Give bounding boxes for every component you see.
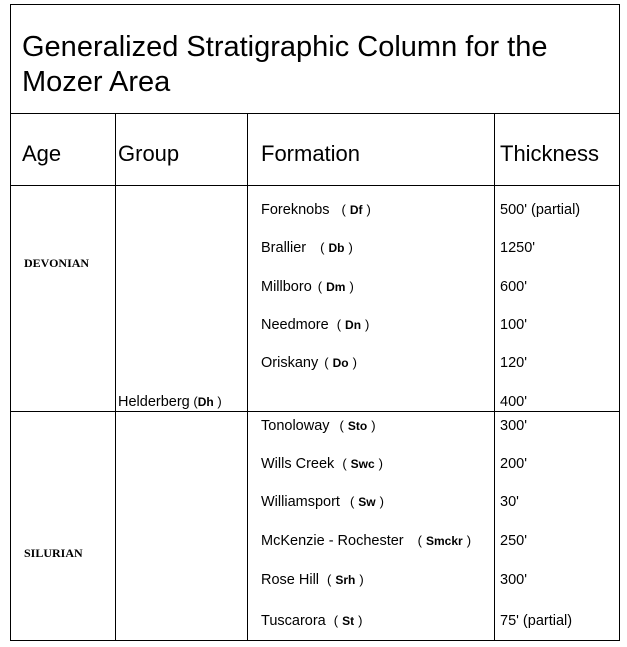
header-group: Group [118,141,180,166]
paren-close: ) [366,202,371,217]
paren-open: ( [317,279,323,294]
paren-open: ( [341,202,346,217]
paren-open: ( [189,394,198,409]
paren-open: ( [342,456,347,471]
formation-code: Srh [335,573,356,587]
thickness-cell: 1250' [500,240,536,256]
formation-code: Sto [347,419,368,433]
group-code: Dh [197,395,214,409]
formation-code: Swc [350,457,375,471]
formation-name: Tuscarora [261,613,326,629]
formation-name: McKenzie - Rochester [261,533,404,549]
formation-name: Brallier [261,240,307,256]
paren-open: ( [417,533,422,548]
thickness-cell: 250' [500,533,527,549]
column-divider-formation [494,113,495,641]
formation-cell [261,533,471,549]
thickness-cell: 200' [500,456,527,472]
formation-code: Dm [326,280,346,294]
thickness-cell: 300' [500,572,527,588]
formation-name: Needmore [261,317,329,333]
formation-code: Db [328,241,345,255]
formation-cell [261,202,371,218]
paren-close: ) [213,394,222,409]
column-divider-age [115,113,116,641]
formation-cell [261,418,376,434]
paren-open: ( [349,494,355,509]
formation-code: Df [349,203,363,217]
paren-close: ) [349,279,354,294]
paren-open: ( [324,355,329,370]
formation-cell [261,355,357,371]
group-cell [118,394,222,410]
paren-open: ( [320,240,325,255]
thickness-cell: 500' (partial) [500,202,581,218]
header-age: Age [22,141,62,166]
formation-name: Tonoloway [261,418,330,434]
thickness-cell: 75' (partial) [500,613,573,629]
formation-cell [261,456,383,472]
age-devonian: DEVONIAN [24,256,90,270]
thickness-cell: 400' [500,394,527,410]
period-divider [10,411,620,412]
paren-close: ) [378,456,384,471]
formation-cell [261,572,364,588]
formation-cell [261,317,369,333]
paren-close: ) [379,494,384,509]
paren-close: ) [352,355,357,370]
paren-open: ( [339,418,344,433]
header-thickness: Thickness [500,141,600,166]
header-formation: Formation [261,141,361,166]
paren-close: ) [358,613,363,628]
page-title: Generalized Stratigraphic Column for the Mozer Area [22,31,548,98]
paren-close: ) [466,533,472,548]
paren-close: ) [348,240,353,255]
formation-name: Oriskany [261,355,319,371]
formation-name: Rose Hill [261,572,320,588]
formation-code: Do [332,356,349,370]
formation-cell [261,240,353,256]
formation-code: Sw [358,495,376,509]
thickness-cell: 120' [500,355,527,371]
formation-name: Williamsport [261,494,340,510]
header-divider [10,185,620,186]
formation-code: Smckr [425,534,463,548]
title-divider [10,113,620,114]
paren-close: ) [359,572,364,587]
formation-name: Millboro [261,279,312,295]
age-silurian: SILURIAN [24,546,83,560]
formation-cell [261,279,354,295]
thickness-cell: 30' [500,494,519,510]
formation-cell [261,494,384,510]
paren-open: ( [327,572,332,587]
formation-name: Foreknobs [261,202,330,218]
formation-name: Wills Creek [261,456,335,472]
paren-open: ( [333,613,339,628]
paren-close: ) [371,418,376,433]
formation-code: St [342,614,355,628]
paren-close: ) [365,317,370,332]
column-divider-group [247,113,248,641]
formation-code: Dn [345,318,362,332]
formation-cell [261,613,362,629]
group-name: Helderberg [118,394,190,410]
paren-open: ( [336,317,342,332]
thickness-cell: 600' [500,279,527,295]
thickness-cell: 300' [500,418,527,434]
thickness-cell: 100' [500,317,527,333]
